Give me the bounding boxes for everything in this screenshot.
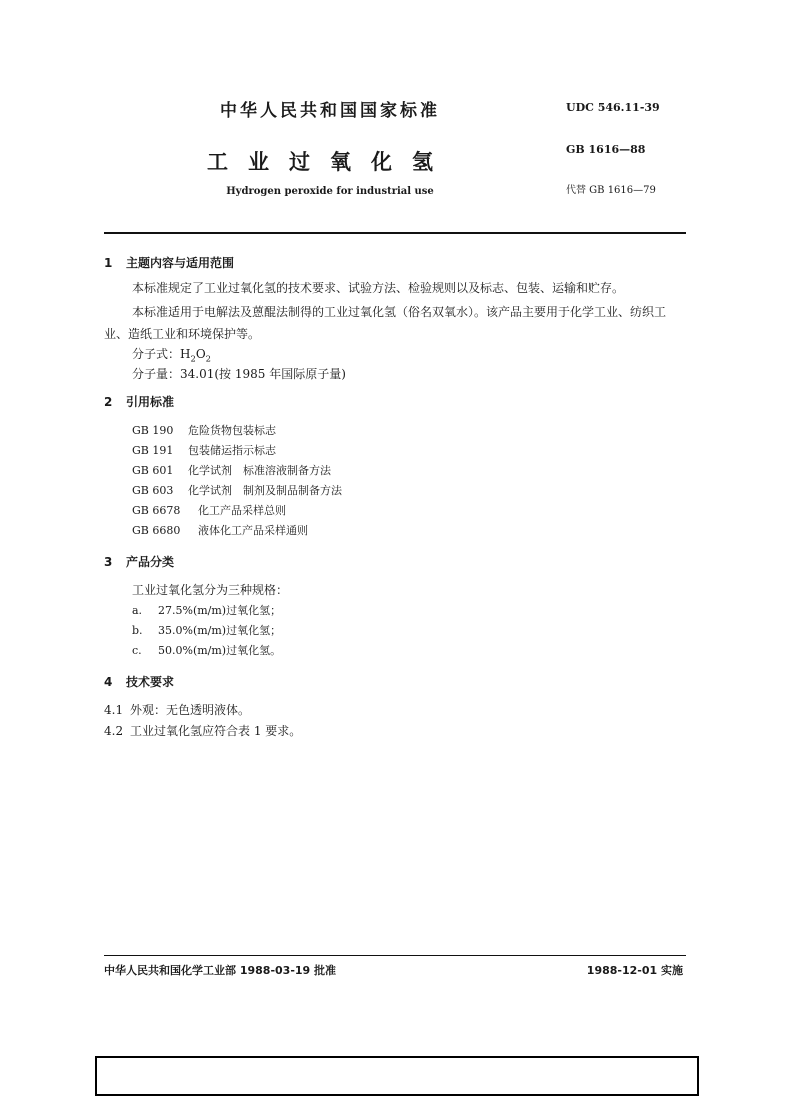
section-1-title: 主题内容与适用范围	[126, 256, 235, 270]
standard-title: 中华人民共和国国家标准	[220, 101, 440, 121]
english-title: Hydrogen peroxide for industrial use	[226, 186, 434, 197]
reference-code: GB 6680	[132, 524, 181, 537]
gb-code: GB 1616—88	[566, 143, 646, 156]
main-title: 工业过氧化氢	[207, 150, 453, 174]
reference-item	[132, 442, 276, 458]
section-1-heading	[104, 254, 234, 271]
formula-o: O	[195, 347, 206, 361]
subsection-number: 4.2	[104, 724, 124, 738]
formula-h: H	[180, 347, 191, 361]
grade-text: 27.5%(m/m)过氧化氢；	[158, 604, 282, 617]
grade-item	[132, 602, 281, 618]
subsection-text: 外观：无色透明液体。	[130, 703, 251, 717]
subsection-text: 工业过氧化氢应符合表 1 要求。	[130, 724, 302, 738]
reference-item	[132, 482, 342, 498]
reference-item	[132, 422, 276, 438]
reference-title: 化学试剂 标准溶液制备方法	[188, 464, 331, 477]
effective-date: 1988-12-01 实施	[586, 964, 683, 977]
formula-sub-h: 2	[190, 353, 196, 364]
footer-divider	[104, 955, 686, 956]
grade-text: 35.0%(m/m)过氧化氢；	[158, 624, 282, 637]
reference-item	[132, 522, 308, 538]
section-4-title: 技术要求	[126, 675, 175, 689]
reference-title: 液体化工产品采样通则	[198, 524, 308, 537]
section-1-paragraph-1: 本标准规定了工业过氧化氢的技术要求、试验方法、检验规则以及标志、包装、运输和贮存。	[132, 281, 625, 295]
section-4-number: 4	[104, 675, 113, 689]
reference-code: GB 603	[132, 484, 174, 497]
reference-code: GB 191	[132, 444, 174, 457]
reference-title: 化学试剂 制剂及制品制备方法	[188, 484, 342, 497]
section-2-title: 引用标准	[126, 395, 175, 409]
replaces-note: 代替 GB 1616—79	[566, 185, 656, 196]
reference-title: 危险货物包装标志	[188, 424, 276, 437]
molecular-formula	[132, 345, 211, 363]
section-1-number: 1	[104, 256, 113, 270]
section-2-heading	[104, 393, 174, 410]
section-3-number: 3	[104, 555, 113, 569]
section-2-number: 2	[104, 395, 113, 409]
section-3-intro: 工业过氧化氢分为三种规格：	[132, 583, 289, 597]
section-3-title: 产品分类	[126, 555, 175, 569]
reference-title: 化工产品采样总则	[198, 504, 286, 517]
reference-title: 包装储运指示标志	[188, 444, 276, 457]
molecular-mass: 分子量：34.01(按 1985 年国际原子量)	[132, 367, 346, 381]
reference-item	[132, 462, 331, 478]
reference-item	[132, 502, 286, 518]
subsection-item	[104, 701, 250, 718]
grade-item	[132, 642, 281, 658]
udc-code: UDC 546.11-39	[566, 101, 660, 114]
approval-note: 中华人民共和国化学工业部 1988-03-19 批准	[104, 964, 337, 977]
reference-code: GB 190	[132, 424, 174, 437]
subsection-item	[104, 722, 301, 739]
grade-text: 50.0%(m/m)过氧化氢。	[158, 644, 282, 657]
grade-item	[132, 622, 281, 638]
section-1-paragraph-2: 本标准适用于电解法及蒽醌法制得的工业过氧化氢（俗名双氧水）。该产品主要用于化学工业、纺织工业、造纸工业和环境保护等。	[104, 305, 667, 341]
section-4-heading	[104, 673, 174, 690]
reference-code: GB 601	[132, 464, 174, 477]
section-3-heading	[104, 553, 174, 570]
next-page-frame	[95, 1056, 699, 1096]
formula-sub-o: 2	[205, 353, 212, 364]
subsection-number: 4.1	[104, 703, 124, 717]
reference-code: GB 6678	[132, 504, 181, 517]
grade-label: c.	[132, 644, 142, 657]
header-divider	[104, 232, 686, 234]
grade-label: b.	[132, 624, 143, 637]
formula-label: 分子式：	[132, 347, 181, 361]
grade-label: a.	[132, 604, 143, 617]
